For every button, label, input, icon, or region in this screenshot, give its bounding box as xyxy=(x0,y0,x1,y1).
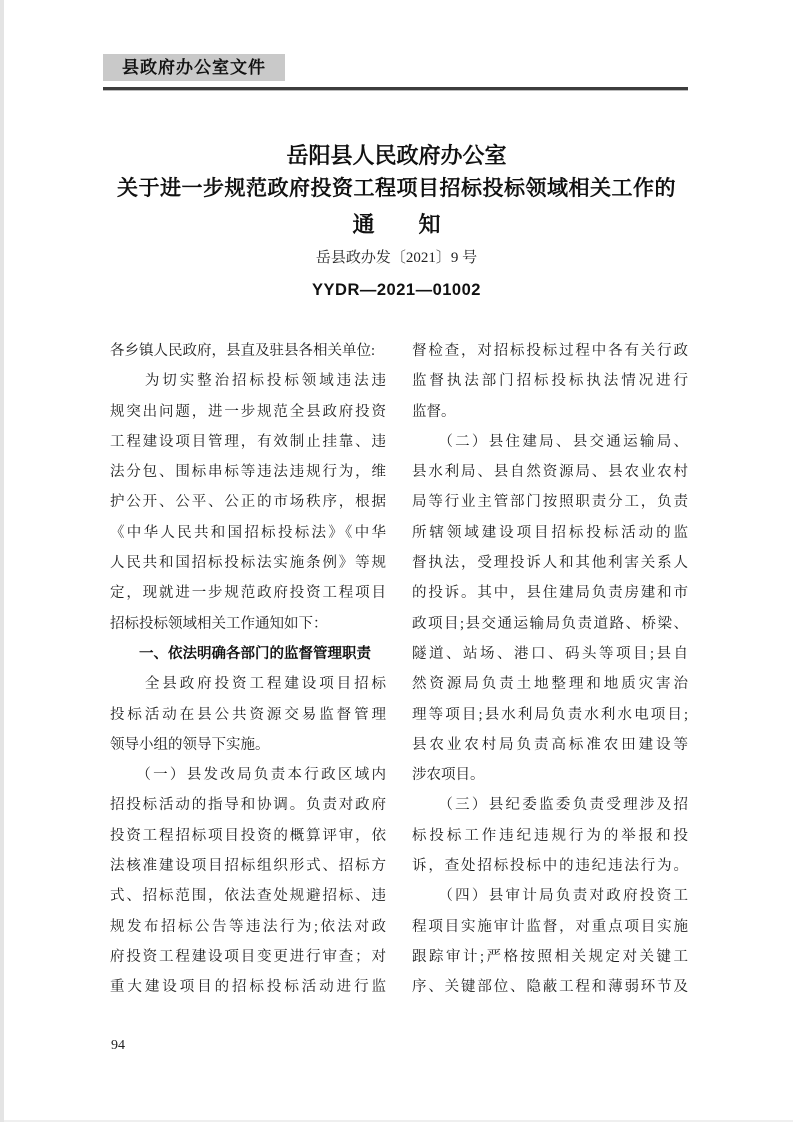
body-text-line: 序、关键部位、隐蔽工程和薄弱环节及 xyxy=(412,979,688,996)
body-text-line: 然资源局负责土地整理和地质灾害治 xyxy=(412,676,688,693)
body-text-line: 督检查，对招标投标过程中各有关行政 xyxy=(412,343,688,359)
body-text-line: （一）县发改局负责本行政区域内 xyxy=(110,767,386,784)
body-text-line: 法核准建设项目招标组织形式、招标方 xyxy=(110,858,386,875)
body-text-line: 投资工程招标项目投资的概算评审，依 xyxy=(110,827,386,844)
body-text-line: 所辖领域建设项目招标投标活动的监 xyxy=(412,524,688,541)
body-text-line: 招标投标领域相关工作通知如下： xyxy=(110,615,328,632)
body-text-line: 政项目;县交通运输局负责道路、桥梁、 xyxy=(412,615,688,632)
body-text-line: 护公开、公平、公正的市场秩序，根据 xyxy=(110,494,386,511)
body-text-line: 定，现就进一步规范政府投资工程项目 xyxy=(110,585,386,602)
body-text-line: 为切实整治招标投标领域违法违 xyxy=(110,373,386,390)
body-text-line: 理等项目;县水利局负责水利水电项目; xyxy=(412,706,688,723)
body-text-line: 人民共和国招标投标法实施条例》等规 xyxy=(110,555,386,572)
body-text-line: 的投诉。其中，县住建局负责房建和市 xyxy=(412,585,688,602)
body-text-line: 督执法，受理投诉人和其他利害关系人 xyxy=(412,555,688,572)
body-text-line: （二）县住建局、县交通运输局、 xyxy=(412,433,688,450)
document-header-label: 县政府办公室文件 xyxy=(103,54,285,81)
body-text-line: 工程建设项目管理，有效制止挂靠、违 xyxy=(110,433,386,450)
issuing-office-title: 岳阳县人民政府办公室 xyxy=(286,143,507,168)
body-text-line: 县水利局、县自然资源局、县农业农村 xyxy=(412,464,688,481)
body-text-line: 诉，查处招标投标中的违纪违法行为。 xyxy=(412,858,688,875)
body-text-line: 各乡镇人民政府，县直及驻县各相关单位: xyxy=(110,343,376,359)
header-rule-line xyxy=(103,87,688,91)
right-column xyxy=(412,336,688,1003)
body-text-line: （三）县纪委监委负责受理涉及招 xyxy=(412,797,688,814)
body-text-line: 领导小组的领导下实施。 xyxy=(110,736,270,753)
body-text-line: 法分包、围标串标等违法违规行为，维 xyxy=(110,464,386,481)
body-text-line: 府投资工程建设项目变更进行审查；对 xyxy=(110,948,386,965)
document-number: 岳县政办发〔2021〕9 号 xyxy=(315,250,478,266)
body-text-line: 程项目实施审计监督，对重点项目实施 xyxy=(412,918,688,935)
section-heading: 一、依法明确各部门的监督管理职责 xyxy=(110,645,371,662)
body-text-line: 县农业农村局负责高标准农田建设等 xyxy=(412,736,688,753)
body-text-line: （四）县审计局负责对政府投资工 xyxy=(412,888,688,905)
page-number: 94 xyxy=(111,1038,125,1053)
body-text-line: 监督。 xyxy=(412,403,456,420)
body-text-line: 局等行业主管部门按照职责分工，负责 xyxy=(412,494,688,511)
body-text-line: 规突出问题，进一步规范全县政府投资 xyxy=(110,403,386,420)
body-text-line: 规发布招标公告等违法行为;依法对政 xyxy=(110,918,386,935)
document-subject-title: 关于进一步规范政府投资工程项目招标投标领域相关工作的 xyxy=(117,177,676,200)
document-code: YYDR—2021—01002 xyxy=(312,281,481,299)
notice-title: 通 知 xyxy=(352,212,441,237)
body-text-line: 全县政府投资工程建设项目招标 xyxy=(110,676,386,693)
body-text-line: 招投标活动的指导和协调。负责对政府 xyxy=(110,797,386,814)
body-text-line: 涉农项目。 xyxy=(412,767,485,784)
body-text-line: 标投标工作违纪违规行为的举报和投 xyxy=(412,827,688,844)
body-columns xyxy=(110,336,688,1003)
body-text-line: 《中华人民共和国招标投标法》《中华 xyxy=(110,524,386,541)
body-text-line: 式、招标范围，依法查处规避招标、违 xyxy=(110,888,386,905)
body-text-line: 重大建设项目的招标投标活动进行监 xyxy=(110,979,386,996)
body-text-line: 投标活动在县公共资源交易监督管理 xyxy=(110,706,386,723)
left-column xyxy=(110,336,386,1003)
title-block xyxy=(0,141,793,305)
body-text-line: 隧道、站场、港口、码头等项目;县自 xyxy=(412,645,688,662)
body-text-line: 跟踪审计;严格按照相关规定对关键工 xyxy=(412,948,688,965)
body-text-line: 监督执法部门招标投标执法情况进行 xyxy=(412,373,688,390)
